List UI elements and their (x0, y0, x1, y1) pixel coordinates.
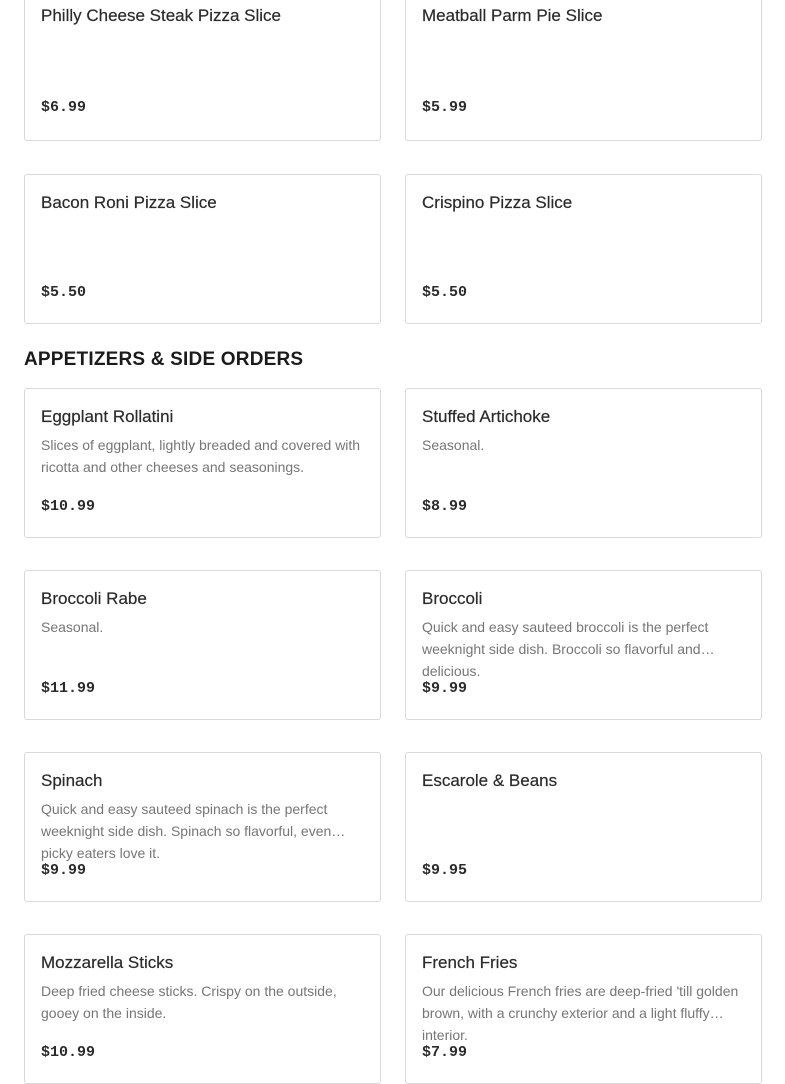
item-price: $10.99 (41, 1044, 96, 1061)
menu-item-card[interactable] (405, 174, 762, 324)
item-name: Eggplant Rollatini (41, 407, 174, 426)
menu-item-card[interactable] (405, 934, 762, 1084)
menu-item-card[interactable] (405, 388, 762, 538)
menu-item-card[interactable] (405, 570, 762, 720)
item-price: $5.50 (422, 284, 468, 301)
item-price: $6.99 (41, 99, 87, 116)
menu-item-card[interactable] (24, 388, 381, 538)
item-name: Broccoli (422, 589, 483, 608)
menu-item-card[interactable] (24, 570, 381, 720)
item-price: $11.99 (41, 680, 96, 697)
item-description: Deep fried cheese sticks. Crispy on the outside, gooey on the inside. (41, 983, 337, 1021)
menu-item-card[interactable] (24, 934, 381, 1084)
menu-item-card[interactable] (24, 0, 381, 141)
item-name: Spinach (41, 771, 103, 790)
menu-item-card[interactable] (405, 752, 762, 902)
menu-item-card[interactable] (24, 174, 381, 324)
item-name: Meatball Parm Pie Slice (422, 6, 603, 25)
item-description: Quick and easy sauteed broccoli is the perfect weeknight side dish. Broccoli so flavorful and delicious. (422, 619, 709, 679)
item-name: Bacon Roni Pizza Slice (41, 193, 217, 212)
item-price: $9.99 (41, 862, 87, 879)
item-name: French Fries (422, 953, 518, 972)
item-price: $5.99 (422, 99, 468, 116)
item-name: Escarole & Beans (422, 771, 558, 790)
menu-item-card[interactable] (405, 0, 762, 141)
item-price: $7.99 (422, 1044, 468, 1061)
item-description: Seasonal. (41, 619, 104, 635)
item-description: Slices of eggplant, lightly breaded and covered with ricotta and other cheeses and seasonings. (41, 437, 361, 475)
item-description: Our delicious French fries are deep-fried 'till golden brown, with a crunchy exterior and a light fluffy interior. (422, 983, 739, 1043)
item-name: Stuffed Artichoke (422, 407, 551, 426)
item-price: $5.50 (41, 284, 87, 301)
item-name: Philly Cheese Steak Pizza Slice (41, 6, 282, 25)
item-description: Seasonal. (422, 437, 485, 453)
menu-item-card[interactable] (24, 752, 381, 902)
item-price: $9.95 (422, 862, 468, 879)
item-price: $10.99 (41, 498, 96, 515)
section-heading-appetizers: APPETIZERS & SIDE ORDERS (24, 349, 304, 370)
item-name: Broccoli Rabe (41, 589, 147, 608)
item-price: $9.99 (422, 680, 468, 697)
item-description: Quick and easy sauteed spinach is the perfect weeknight side dish. Spinach so flavorful, even picky eaters love it. (41, 801, 332, 861)
item-name: Mozzarella Sticks (41, 953, 174, 972)
item-name: Crispino Pizza Slice (422, 193, 573, 212)
item-price: $8.99 (422, 498, 468, 515)
